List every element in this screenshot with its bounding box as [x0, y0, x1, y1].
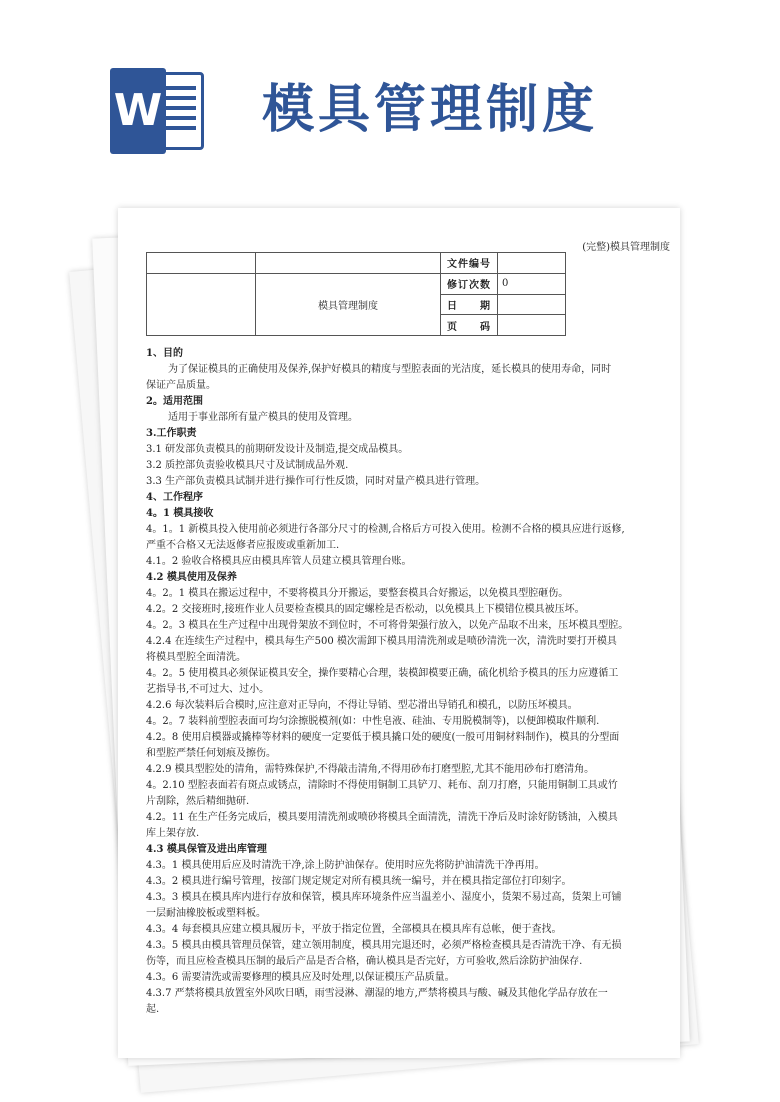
body-text-line: 4。2。7 装料前型腔表面可均匀涂擦脱模剂(如：中性皂液、硅油、专用脱模制等)，以便卸模取件顺利.	[146, 716, 600, 727]
document-name: 模具管理制度	[256, 273, 441, 335]
body-text-line: 4.3。4 每套模具应建立模具履历卡，平放于指定位置，全部模具在模具库有总帐，便于查找。	[146, 924, 562, 935]
table-label: 修订次数	[441, 273, 498, 294]
word-icon-letter: W	[110, 68, 166, 154]
body-text-line: 4.3。5 模具由模具管理员保管，建立领用制度，模具用完退还时，必须严格检查模具是否清洗干净、有无损	[146, 940, 622, 951]
body-text-line: 4.2.4 在连续生产过程中，模具每生产500 模次需卸下模具用清洗剂或是喷砂清洗一次，清洗时要打开模具	[146, 636, 617, 647]
page-header: (完整)模具管理制度	[582, 242, 670, 253]
document-info-table	[146, 252, 566, 336]
section-heading: 3.工作职责	[146, 428, 197, 439]
body-text-line: 4.3。2 模具进行编号管理，按部门规定规定对所有模具统一编号，并在模具指定部位打印刻字。	[146, 876, 572, 887]
body-text-line: 4.1。2 验收合格模具应由模具库管人员建立模具管理台账。	[146, 556, 412, 567]
body-text-line: 为了保证模具的正确使用及保养,保护好模具的精度与型腔表面的光洁度，延长模具的使用寿命，同时	[168, 364, 612, 375]
section-heading: 4、工作程序	[146, 492, 203, 503]
section-heading: 4.3 模具保管及进出库管理	[146, 844, 267, 855]
table-label: 日 期	[441, 294, 498, 315]
body-text-line: 一层耐油橡胶板或塑料板。	[146, 908, 266, 919]
table-row	[147, 253, 566, 274]
table-cell-empty	[147, 273, 256, 335]
body-text-line: 3.1 研发部负责模具的前期研发设计及制造,提交成品模具。	[146, 444, 409, 455]
body-text-line: 4。2。5 使用模具必须保证模具安全，操作要精心合理，装模卸模要正确，硫化机给予模具的压力应遵循工	[146, 668, 619, 679]
body-text-line: 伤等，而且应检查模具压制的最后产品是否合格，确认模具是否完好，方可验收,然后涂防护油保存.	[146, 956, 583, 967]
section-heading: 4.2 模具使用及保养	[146, 572, 237, 583]
table-cell-empty	[256, 253, 441, 274]
body-text-line: 4。2。3 模具在生产过程中出现骨架放不到位时，不可将骨架强行放入，以免产品取不出来，压坏模具型腔。	[146, 620, 629, 631]
table-label: 文件编号	[441, 253, 498, 274]
body-text-line: 4。2。1 模具在搬运过程中，不要将模具分开搬运，要整套模具合好搬运，以免模具型腔砸伤。	[146, 588, 569, 599]
table-cell-empty	[147, 253, 256, 274]
body-text-line: 严重不合格又无法返修者应报废或重新加工.	[146, 540, 340, 551]
section-heading: 1、目的	[146, 348, 183, 359]
body-text-line: 4.2。2 交接班时,接班作业人员要检查模具的固定螺栓是否松动，以免模具上下模错位模具被压坏。	[146, 604, 585, 615]
body-text-line: 4。1。1 新模具投入使用前必须进行各部分尺寸的检测,合格后方可投入使用。检测不合格的模具应进行返修,	[146, 524, 625, 535]
body-text-line: 片刮除，然后精细抛研.	[146, 796, 250, 807]
body-text-line: 4.2。8 使用启模器或撬棒等材料的硬度一定要低于模具撬口处的硬度(一般可用铜材料制作)，模具的分型面	[146, 732, 620, 743]
body-text-line: 艺指导书,不可过大、过小。	[146, 684, 270, 695]
body-text-line: 4。2.10 型腔表面若有斑点或锈点，清除时不得使用铜制工具铲刀、耗布、刮刀打磨，只能用铜制工具或竹	[146, 780, 618, 791]
body-text-line: 4.3。3 模具在模具库内进行存放和保管，模具库环境条件应当温差小、湿度小，货架不易过高，货架上可铺	[146, 892, 622, 903]
table-value	[498, 294, 566, 315]
section-heading: 4。1 模具接收	[146, 508, 214, 519]
body-text-line: 和型腔严禁任何划痕及擦伤。	[146, 748, 276, 759]
banner-title: 模具管理制度	[262, 80, 599, 140]
body-text-line: 4.3。1 模具使用后应及时清洗干净,涂上防护油保存。使用时应先将防护油清洗干净再用。	[146, 860, 545, 871]
table-label: 页 码	[441, 315, 498, 336]
body-text-line: 起.	[146, 1004, 160, 1015]
table-value	[498, 253, 566, 274]
document-body	[146, 346, 666, 1018]
body-text-line: 4.3。6 需要清洗或需要修理的模具应及时处理,以保证模压产品质量。	[146, 972, 455, 983]
banner	[0, 0, 780, 190]
section-heading: 2。适用范围	[146, 396, 203, 407]
body-text-line: 保证产品质量。	[146, 380, 216, 391]
body-text-line: 4.2。11 在生产任务完成后，模具要用清洗剂或喷砂将模具全面清洗，清洗干净后及时涂好防锈油，入模具	[146, 812, 618, 823]
table-value: 0	[498, 273, 566, 294]
body-text-line: 3.2 质控部负责验收模具尺寸及试制成品外观.	[146, 460, 349, 471]
body-text-line: 适用于事业部所有量产模具的使用及管理。	[168, 412, 358, 423]
table-value	[498, 315, 566, 336]
body-text-line: 4.2.9 模具型腔处的清角，需特殊保护,不得敲击清角,不得用砂布打磨型腔,尤其不能用砂布打磨清角。	[146, 764, 595, 775]
table-row	[147, 273, 566, 294]
word-document-icon	[110, 68, 206, 154]
body-text-line: 3.3 生产部负责模具试制并进行操作可行性反馈，同时对量产模具进行管理。	[146, 476, 486, 487]
document-page	[118, 208, 680, 1058]
body-text-line: 4.3.7 严禁将模具放置室外风吹日晒，雨雪浸淋、潮湿的地方,严禁将模具与酸、碱及其他化学品存放在一	[146, 988, 608, 999]
body-text-line: 4.2.6 每次装料后合模时,应注意对正导向，不得让导销、型芯滑出导销孔和模孔，以防压坏模具。	[146, 700, 578, 711]
body-text-line: 库上架存放.	[146, 828, 200, 839]
body-text-line: 将模具型腔全面清洗。	[146, 652, 246, 663]
